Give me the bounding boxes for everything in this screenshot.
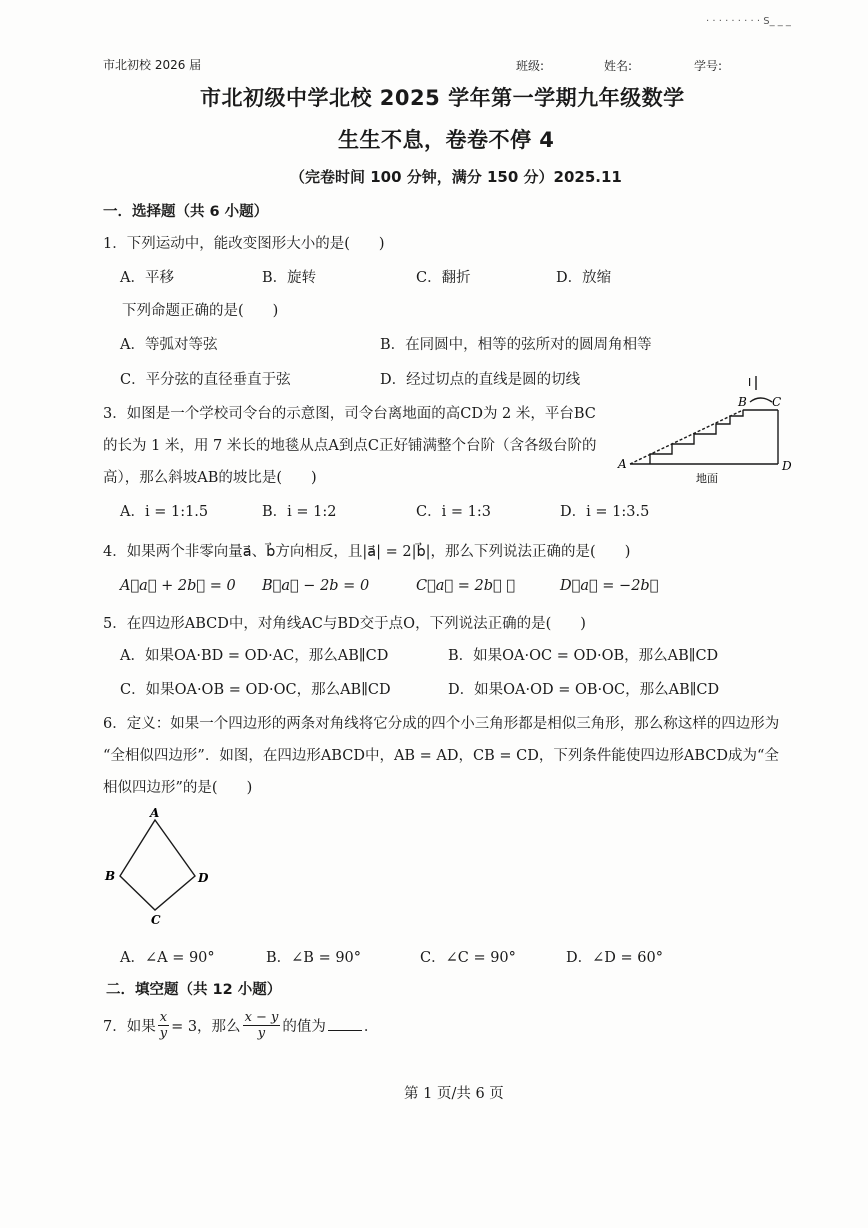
bracket-arc bbox=[750, 398, 772, 402]
stair-steps bbox=[650, 410, 743, 464]
question-5-stem: 5．在四边形ABCD中，对角线AC与BD交于点O，下列说法正确的是( ) bbox=[103, 616, 586, 632]
section-heading-choice: 一．选择题（共 6 小题） bbox=[103, 204, 269, 220]
q7-frac2-denominator: y bbox=[257, 1026, 266, 1041]
question-3-line2: 的长为 1 米，用 7 米长的地毯从点A到点C正好铺满整个台阶（含各级台阶的 bbox=[103, 438, 597, 454]
q2-option-a: A．等弧对等弦 bbox=[120, 337, 218, 353]
question-6-line3: 相似四边形”的是( ) bbox=[103, 780, 253, 796]
school-short-label: 市北初校 2026 届 bbox=[103, 58, 202, 72]
q2-option-c: C．平分弦的直径垂直于弦 bbox=[120, 372, 291, 388]
slope-ab bbox=[630, 410, 743, 464]
ground-label: 地面 bbox=[696, 472, 718, 485]
label-a: A bbox=[618, 457, 627, 471]
page-title: 市北初级中学北校 2025 学年第一学期九年级数学 bbox=[200, 86, 685, 110]
kite-label-c: C bbox=[151, 913, 161, 927]
question-6-line2: “全相似四边形”．如图，在四边形ABCD中，AB = AD，CB = CD，下列条件能使四边形ABCD成为“全 bbox=[103, 748, 779, 764]
kite-quadrilateral bbox=[120, 820, 195, 910]
q6-option-b: B．∠B = 90° bbox=[266, 950, 362, 966]
q2-option-b: B．在同圆中，相等的弦所对的圆周角相等 bbox=[380, 337, 652, 353]
q1-option-b: B．旋转 bbox=[262, 270, 317, 286]
q7-fraction-1 bbox=[158, 1010, 169, 1041]
q2-option-d: D．经过切点的直线是圆的切线 bbox=[380, 372, 581, 388]
figure-mark-i: I bbox=[748, 376, 752, 389]
label-d: D bbox=[782, 459, 792, 473]
q3-option-c: C．i = 1:3 bbox=[416, 504, 491, 520]
question-1-stem: 1．下列运动中，能改变图形大小的是( ) bbox=[103, 236, 385, 252]
id-label: 学号: bbox=[694, 59, 723, 73]
kite-label-b: B bbox=[105, 869, 116, 883]
q7-frac1-denominator: y bbox=[159, 1026, 168, 1041]
q7-end: ． bbox=[363, 1019, 379, 1035]
kite-label-a: A bbox=[150, 806, 160, 820]
label-c: C bbox=[772, 395, 782, 409]
q7-prefix: 7．如果 bbox=[103, 1019, 156, 1035]
q5-option-d: D．如果OA·OD = OB·OC，那么AB∥CD bbox=[448, 682, 720, 698]
question-6-line1: 6．定义：如果一个四边形的两条对角线将它分成的四个小三角形都是相似三角形，那么称这样的四边形为 bbox=[103, 716, 780, 732]
q1-option-a: A．平移 bbox=[120, 270, 174, 286]
q7-fraction-2 bbox=[243, 1010, 281, 1041]
q4-option-c: C．a⃗ = 2b⃗ ⸝ bbox=[416, 578, 516, 594]
q6-option-a: A．∠A = 90° bbox=[120, 950, 215, 966]
section-heading-fill: 二．填空题（共 12 小题） bbox=[106, 982, 282, 998]
q3-option-d: D．i = 1:3.5 bbox=[560, 504, 650, 520]
class-label: 班级: bbox=[516, 59, 545, 73]
q5-option-c: C．如果OA·OB = OD·OC，那么AB∥CD bbox=[120, 682, 391, 698]
q7-answer-blank[interactable] bbox=[328, 1020, 362, 1031]
q6-option-c: C．∠C = 90° bbox=[420, 950, 516, 966]
q6-option-d: D．∠D = 60° bbox=[566, 950, 663, 966]
kite-label-d: D bbox=[198, 871, 209, 885]
exam-info: （完卷时间 100 分钟，满分 150 分）2025.11 bbox=[290, 168, 622, 186]
q5-option-b: B．如果OA·OC = OD·OB，那么AB∥CD bbox=[448, 648, 719, 664]
q7-frac1-numerator: x bbox=[159, 1010, 168, 1025]
q1-option-d: D．放缩 bbox=[556, 270, 612, 286]
question-3-line3: 高），那么斜坡AB的坡比是( ) bbox=[103, 470, 317, 486]
kite-figure bbox=[100, 804, 220, 930]
q7-equals: = 3，那么 bbox=[171, 1019, 241, 1035]
page-number: 第 1 页/共 6 页 bbox=[404, 1086, 504, 1102]
label-b: B bbox=[738, 395, 747, 409]
question-4-stem: 4．如果两个非零向量a⃗、b⃗方向相反，且|a⃗| = 2|b⃗|，那么下列说法正确的是( ) bbox=[103, 544, 631, 560]
q4-option-a: A．a⃗ + 2b⃗ = 0 bbox=[120, 578, 236, 594]
q1-option-c: C．翻折 bbox=[416, 270, 471, 286]
q4-option-d: D．a⃗ = −2b⃗ bbox=[560, 578, 659, 594]
q5-option-a: A．如果OA·BD = OD·AC，那么AB∥CD bbox=[120, 648, 389, 664]
q4-option-b: B．a⃗ − 2b = 0 bbox=[262, 578, 370, 594]
page-subtitle: 生生不息，卷卷不停 4 bbox=[338, 128, 555, 152]
stairs-figure bbox=[612, 372, 812, 490]
q7-frac2-numerator: x − y bbox=[244, 1010, 279, 1025]
q7-suffix: 的值为 bbox=[282, 1019, 326, 1035]
q3-option-a: A．i = 1:1.5 bbox=[120, 504, 209, 520]
question-7 bbox=[103, 1010, 378, 1041]
question-3-line1: 3．如图是一个学校司令台的示意图，司令台离地面的高CD为 2 米，平台BC bbox=[103, 406, 596, 422]
corner-mark: · · · · · · · · · S_ _ _ bbox=[706, 16, 791, 27]
name-label: 姓名: bbox=[604, 59, 633, 73]
q3-option-b: B．i = 1:2 bbox=[262, 504, 337, 520]
question-2-stem: 下列命题正确的是( ) bbox=[122, 303, 279, 319]
